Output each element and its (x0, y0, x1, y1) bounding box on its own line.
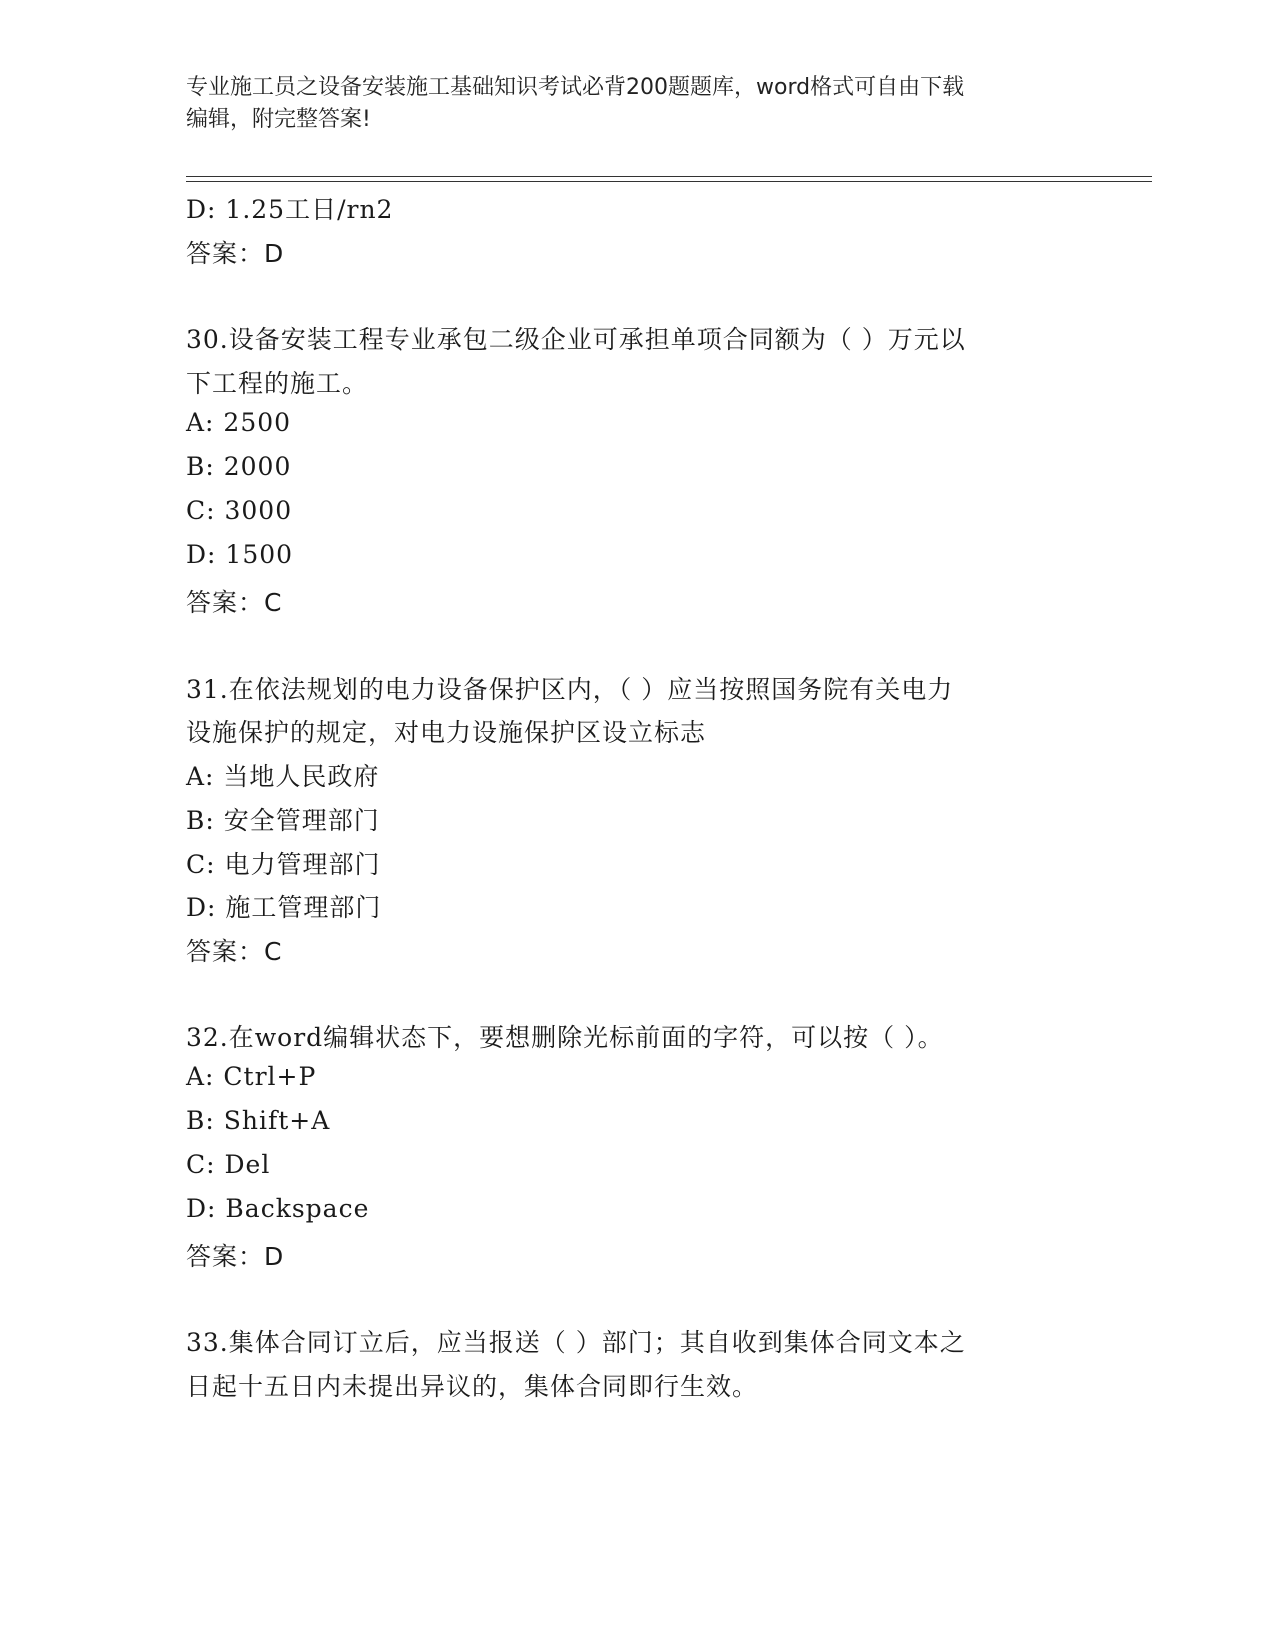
q33-stem-line-1: 33.集体合同订立后，应当报送（ ）部门；其自收到集体合同文本之 (186, 1328, 966, 1357)
q30-stem-line-1: 30.设备安装工程专业承包二级企业可承担单项合同额为（ ）万元以 (186, 325, 966, 354)
header-line-1: 专业施工员之设备安装施工基础知识考试必背200题题库，word格式可自由下载 (186, 75, 965, 100)
q31-option-d: D: 施工管理部门 (186, 893, 382, 922)
q31-option-c: C: 电力管理部门 (186, 850, 381, 879)
q31-option-a: A: 当地人民政府 (186, 762, 380, 791)
q29-option-d: D: 1.25工日/rn2 (186, 195, 394, 224)
q29-answer: 答案：D (186, 239, 285, 268)
q31-stem-line-1: 31.在依法规划的电力设备保护区内，（ ）应当按照国务院有关电力 (186, 675, 954, 704)
q30-option-a: A: 2500 (186, 408, 292, 437)
q31-answer: 答案：C (186, 937, 283, 966)
q31-stem-line-2: 设施保护的规定，对电力设施保护区设立标志 (186, 718, 707, 747)
q32-option-a: A: Ctrl+P (186, 1062, 317, 1091)
q31-option-b: B: 安全管理部门 (186, 806, 380, 835)
q32-stem-line-1: 32.在word编辑状态下，要想删除光标前面的字符，可以按（ ）。 (186, 1023, 944, 1052)
q32-answer: 答案：D (186, 1242, 285, 1271)
q30-option-c: C: 3000 (186, 496, 293, 525)
header-divider-bottom (186, 181, 1152, 182)
header-line-2: 编辑，附完整答案! (186, 107, 371, 132)
q30-answer: 答案：C (186, 588, 283, 617)
q32-option-b: B: Shift+A (186, 1106, 331, 1135)
q30-stem-line-2: 下工程的施工。 (186, 369, 369, 398)
q30-option-b: B: 2000 (186, 452, 292, 481)
q30-option-d: D: 1500 (186, 540, 294, 569)
q32-option-c: C: Del (186, 1150, 271, 1179)
header-divider-top (186, 176, 1152, 177)
q33-stem-line-2: 日起十五日内未提出异议的，集体合同即行生效。 (186, 1372, 759, 1401)
page-header (186, 72, 1086, 136)
q32-option-d: D: Backspace (186, 1194, 370, 1223)
